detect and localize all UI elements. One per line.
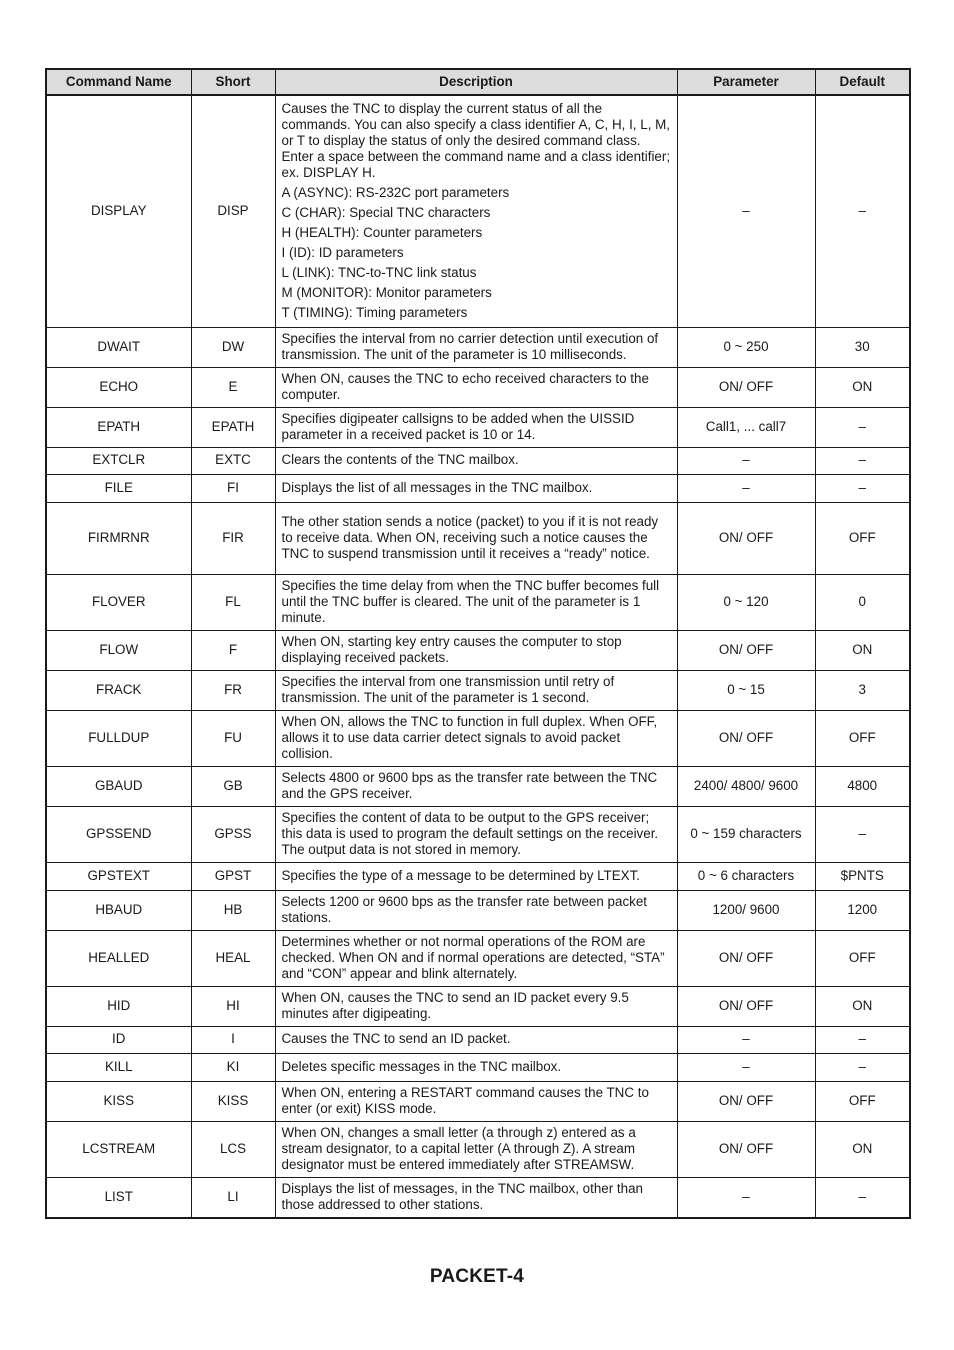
parameter-cell: ON/ OFF	[677, 986, 815, 1026]
table-row	[46, 862, 910, 890]
description-cell	[275, 670, 677, 710]
description-cell	[275, 710, 677, 766]
default-cell: ON	[815, 986, 910, 1026]
table-row	[46, 1177, 910, 1218]
description-text: Specifies the interval from one transmission until retry of transmission. The unit of the parameter is 1 second.	[281, 673, 615, 705]
page-number: PACKET-4	[429, 1266, 525, 1287]
description-text: When ON, starting key entry causes the computer to stop displaying received packets.	[281, 633, 622, 665]
parameter-cell: 0 ~ 159 characters	[677, 806, 815, 862]
default-cell: –	[815, 407, 910, 447]
table-row	[46, 1121, 910, 1177]
description-subline: L (LINK): TNC-to-TNC link status	[281, 264, 477, 280]
table-row	[46, 890, 910, 930]
default-cell: OFF	[815, 710, 910, 766]
table-row	[46, 447, 910, 474]
table-row	[46, 367, 910, 407]
description-text: Specifies digipeater callsigns to be added when the UISSID parameter in a received packet is 10 or 14.	[281, 410, 635, 442]
parameter-cell: ON/ OFF	[677, 502, 815, 574]
default-cell: –	[815, 1026, 910, 1053]
short-cell: GPST	[191, 862, 275, 890]
parameter-cell: –	[677, 1177, 815, 1218]
command-name-cell: GBAUD	[46, 766, 191, 806]
command-name-cell: FILE	[46, 474, 191, 502]
command-name-cell: HID	[46, 986, 191, 1026]
short-cell: FR	[191, 670, 275, 710]
short-cell: FL	[191, 574, 275, 630]
default-cell: 1200	[815, 890, 910, 930]
table-row	[46, 630, 910, 670]
table-body	[46, 95, 910, 1218]
default-cell: ON	[815, 1121, 910, 1177]
table-row	[46, 474, 910, 502]
description-text: The other station sends a notice (packet) to you if it is not ready to receive data. When ON, receiving such a notice causes the TNC to suspend transmission until it receives a “ready” notice.	[281, 513, 659, 561]
description-text: When ON, allows the TNC to function in full duplex. When OFF, allows it to use data carrier detect signals to avoid packet collision.	[281, 713, 658, 761]
table-row	[46, 710, 910, 766]
default-cell: 30	[815, 327, 910, 367]
command-name-cell: EPATH	[46, 407, 191, 447]
description-subline: A (ASYNC): RS-232C port parameters	[281, 184, 510, 200]
parameter-cell: –	[677, 447, 815, 474]
description-text: When ON, entering a RESTART command causes the TNC to enter (or exit) KISS mode.	[281, 1084, 649, 1116]
parameter-cell: –	[677, 1026, 815, 1053]
default-cell: 3	[815, 670, 910, 710]
command-name-cell: FRACK	[46, 670, 191, 710]
description-cell	[275, 447, 677, 474]
command-name-cell: FULLDUP	[46, 710, 191, 766]
command-name-cell: LCSTREAM	[46, 1121, 191, 1177]
header-description: Description	[275, 69, 677, 95]
command-name-cell: DISPLAY	[46, 95, 191, 327]
description-text: Clears the contents of the TNC mailbox.	[281, 452, 519, 467]
description-cell	[275, 862, 677, 890]
table-row	[46, 1081, 910, 1121]
default-cell: OFF	[815, 502, 910, 574]
default-cell: 0	[815, 574, 910, 630]
description-cell	[275, 630, 677, 670]
header-command-name: Command Name	[46, 69, 191, 95]
description-cell	[275, 986, 677, 1026]
description-text: Specifies the content of data to be output to the GPS receiver; this data is used to program the default settings on the receiver. The output data is not stored in memory.	[281, 809, 659, 857]
description-cell	[275, 327, 677, 367]
description-cell	[275, 407, 677, 447]
description-cell	[275, 1026, 677, 1053]
parameter-cell: –	[677, 474, 815, 502]
default-cell: $PNTS	[815, 862, 910, 890]
default-cell: OFF	[815, 930, 910, 986]
table-row	[46, 670, 910, 710]
default-cell: 4800	[815, 766, 910, 806]
parameter-cell: –	[677, 95, 815, 327]
description-text: When ON, changes a small letter (a through z) entered as a stream designator, to a capital letter (A through Z). A stream designator must be entered immediately after STREAMSW.	[281, 1124, 636, 1172]
command-name-cell: LIST	[46, 1177, 191, 1218]
command-name-cell: EXTCLR	[46, 447, 191, 474]
short-cell: KISS	[191, 1081, 275, 1121]
description-cell	[275, 1121, 677, 1177]
short-cell: HEAL	[191, 930, 275, 986]
parameter-cell: Call1, ... call7	[677, 407, 815, 447]
description-text: Displays the list of messages, in the TNC mailbox, other than those addressed to other stations.	[281, 1180, 643, 1212]
description-cell	[275, 806, 677, 862]
description-subline: M (MONITOR): Monitor parameters	[281, 284, 492, 300]
parameter-cell: 0 ~ 250	[677, 327, 815, 367]
short-cell: KI	[191, 1053, 275, 1081]
short-cell: EPATH	[191, 407, 275, 447]
command-name-cell: DWAIT	[46, 327, 191, 367]
table-row	[46, 574, 910, 630]
default-cell: –	[815, 447, 910, 474]
short-cell: DISP	[191, 95, 275, 327]
short-cell: I	[191, 1026, 275, 1053]
command-name-cell: GPSSEND	[46, 806, 191, 862]
description-cell	[275, 474, 677, 502]
description-text: When ON, causes the TNC to echo received characters to the computer.	[281, 370, 649, 402]
description-cell	[275, 95, 677, 327]
default-cell: –	[815, 1053, 910, 1081]
description-text: Causes the TNC to send an ID packet.	[281, 1031, 511, 1046]
parameter-cell: –	[677, 1053, 815, 1081]
header-parameter: Parameter	[677, 69, 815, 95]
default-cell: ON	[815, 630, 910, 670]
command-name-cell: FIRMRNR	[46, 502, 191, 574]
short-cell: FU	[191, 710, 275, 766]
description-cell	[275, 367, 677, 407]
description-text: Specifies the interval from no carrier detection until execution of transmission. The unit of the parameter is 10 milliseconds.	[281, 330, 659, 362]
table-row	[46, 986, 910, 1026]
description-cell	[275, 574, 677, 630]
parameter-cell: ON/ OFF	[677, 1081, 815, 1121]
description-text: Selects 1200 or 9600 bps as the transfer rate between packet stations.	[281, 893, 647, 925]
short-cell: E	[191, 367, 275, 407]
table-row	[46, 95, 910, 327]
description-text: Causes the TNC to display the current status of all the commands. You can also specify a class identifier A, C, H, I, L, M, or T to display the status of only the desired command class. Enter a space between the command name and a class identifier; ex. DISPLAY H.	[281, 100, 671, 180]
header-default: Default	[815, 69, 910, 95]
default-cell: OFF	[815, 1081, 910, 1121]
parameter-cell: ON/ OFF	[677, 367, 815, 407]
command-name-cell: ID	[46, 1026, 191, 1053]
table-row	[46, 766, 910, 806]
default-cell: –	[815, 1177, 910, 1218]
table-row	[46, 502, 910, 574]
parameter-cell: 2400/ 4800/ 9600	[677, 766, 815, 806]
header-short: Short	[191, 69, 275, 95]
short-cell: F	[191, 630, 275, 670]
command-name-cell: GPSTEXT	[46, 862, 191, 890]
parameter-cell: 0 ~ 120	[677, 574, 815, 630]
default-cell: –	[815, 806, 910, 862]
table-row	[46, 327, 910, 367]
description-text: Deletes specific messages in the TNC mailbox.	[281, 1058, 562, 1074]
description-subline: I (ID): ID parameters	[281, 244, 404, 260]
description-subline: C (CHAR): Special TNC characters	[281, 204, 491, 220]
table-header-row	[46, 69, 910, 95]
parameter-cell: 0 ~ 6 characters	[677, 862, 815, 890]
command-name-cell: FLOW	[46, 630, 191, 670]
short-cell: LCS	[191, 1121, 275, 1177]
default-cell: –	[815, 95, 910, 327]
description-text: Specifies the type of a message to be determined by LTEXT.	[281, 867, 641, 883]
description-subline: T (TIMING): Timing parameters	[281, 304, 468, 320]
short-cell: FI	[191, 474, 275, 502]
command-name-cell: ECHO	[46, 367, 191, 407]
description-cell	[275, 1177, 677, 1218]
command-table	[45, 68, 911, 1219]
command-name-cell: HEALLED	[46, 930, 191, 986]
default-cell: –	[815, 474, 910, 502]
description-cell	[275, 890, 677, 930]
table-row	[46, 930, 910, 986]
parameter-cell: ON/ OFF	[677, 630, 815, 670]
description-text: When ON, causes the TNC to send an ID packet every 9.5 minutes after digipeating.	[281, 989, 629, 1021]
parameter-cell: 0 ~ 15	[677, 670, 815, 710]
parameter-cell: 1200/ 9600	[677, 890, 815, 930]
short-cell: DW	[191, 327, 275, 367]
parameter-cell: ON/ OFF	[677, 1121, 815, 1177]
table-row	[46, 407, 910, 447]
description-text: Displays the list of all messages in the TNC mailbox.	[281, 479, 593, 495]
command-name-cell: HBAUD	[46, 890, 191, 930]
parameter-cell: ON/ OFF	[677, 710, 815, 766]
short-cell: GPSS	[191, 806, 275, 862]
parameter-cell: ON/ OFF	[677, 930, 815, 986]
table-row	[46, 806, 910, 862]
short-cell: GB	[191, 766, 275, 806]
description-text: Selects 4800 or 9600 bps as the transfer rate between the TNC and the GPS receiver.	[281, 769, 658, 801]
command-name-cell: KILL	[46, 1053, 191, 1081]
default-cell: ON	[815, 367, 910, 407]
short-cell: FIR	[191, 502, 275, 574]
description-text: Specifies the time delay from when the TNC buffer becomes full until the TNC buffer is cleared. The unit of the parameter is 1 minute.	[281, 577, 660, 625]
short-cell: HI	[191, 986, 275, 1026]
command-name-cell: KISS	[46, 1081, 191, 1121]
command-name-cell: FLOVER	[46, 574, 191, 630]
description-subline: H (HEALTH): Counter parameters	[281, 224, 483, 240]
description-cell	[275, 766, 677, 806]
description-cell	[275, 1053, 677, 1081]
short-cell: HB	[191, 890, 275, 930]
short-cell: EXTC	[191, 447, 275, 474]
description-cell	[275, 1081, 677, 1121]
short-cell: LI	[191, 1177, 275, 1218]
table-row	[46, 1053, 910, 1081]
description-cell	[275, 502, 677, 574]
description-text: Determines whether or not normal operations of the ROM are checked. When ON and if normal operations are detected, “STA” and “CON” appear and blink alternately.	[281, 933, 665, 981]
description-cell	[275, 930, 677, 986]
table-row	[46, 1026, 910, 1053]
